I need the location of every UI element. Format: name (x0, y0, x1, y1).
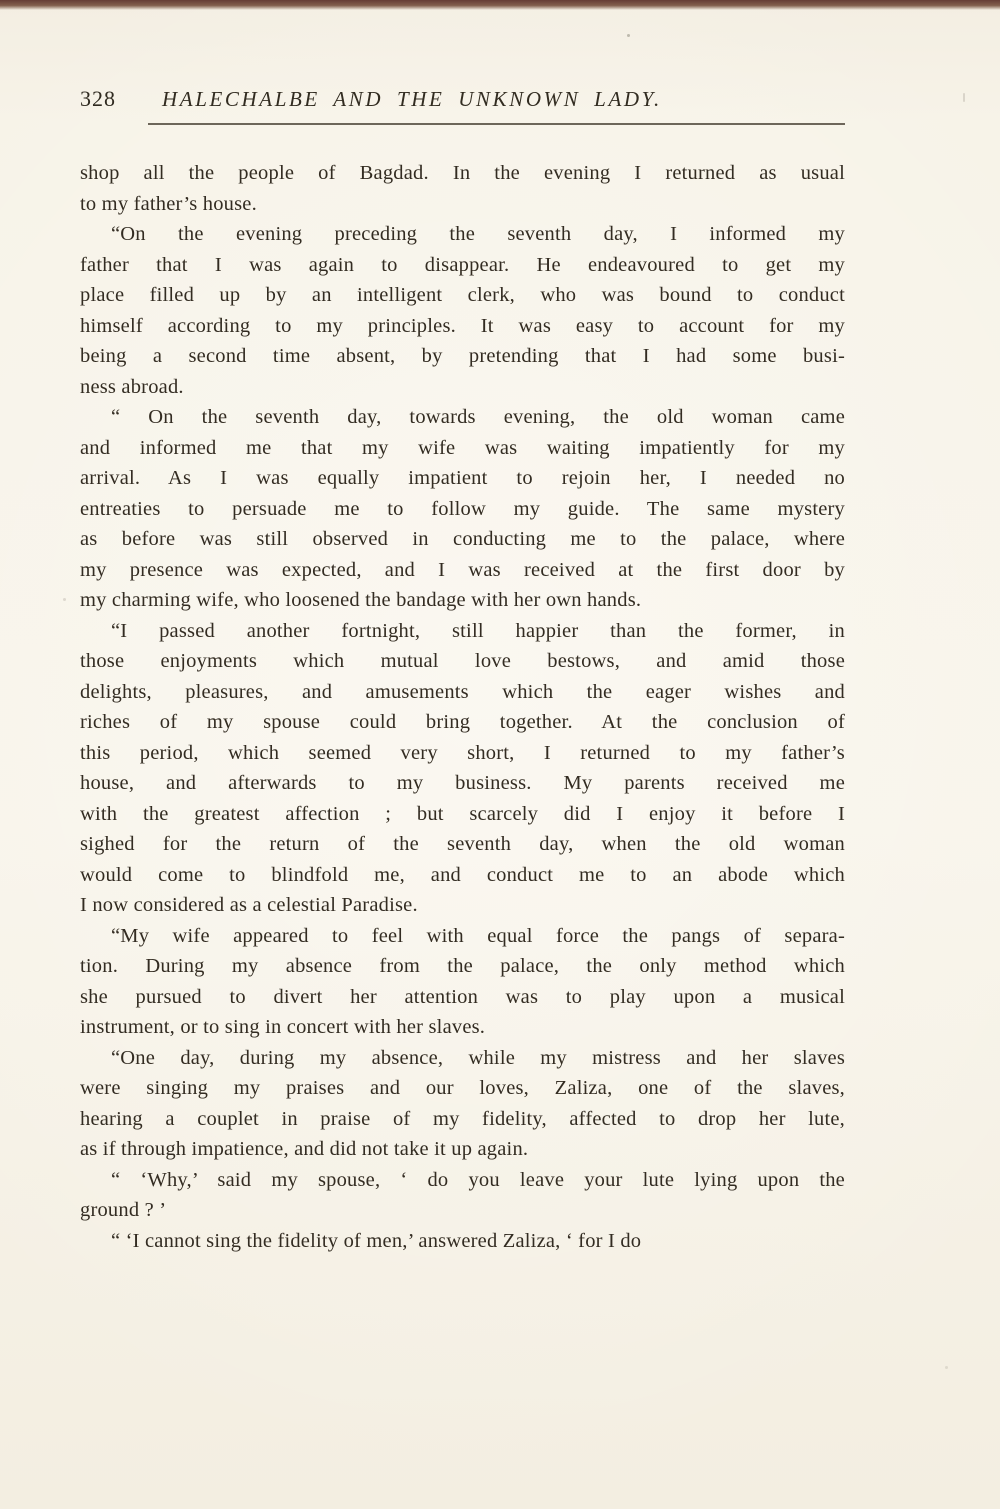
paragraph (80, 1043, 845, 1165)
page-header (80, 86, 845, 125)
text-line: ground ? ’ (80, 1199, 167, 1221)
text-line: place filled up by an intelligent clerk, who was bound to conduct (80, 284, 845, 306)
text-line: to my father’s house. (80, 192, 257, 215)
header-rule (148, 123, 845, 125)
text-line: “One day, during my absence, while my mistress and her slaves (111, 1046, 845, 1069)
paragraph (80, 158, 845, 219)
text-line: entreaties to persuade me to follow my guide. The same mystery (80, 497, 845, 520)
text-line: delights, pleasures, and amusements which the eager wishes and (80, 680, 845, 703)
text-line: my presence was expected, and I was received at the first door by (80, 558, 845, 581)
paragraph (80, 402, 845, 616)
text-line: “ On the seventh day, towards evening, the old woman came (111, 406, 845, 428)
text-line: she pursued to divert her attention was to play upon a musical (80, 985, 845, 1008)
text-line: and informed me that my wife was waiting impatiently for my (80, 436, 845, 459)
text-line: tion. During my absence from the palace, the only method which (80, 955, 845, 977)
text-line: shop all the people of Bagdad. In the evening I returned as usual (80, 162, 845, 184)
text-line: “My wife appeared to feel with equal force the pangs of separa- (111, 924, 845, 947)
text-line: hearing a couplet in praise of my fidelity, affected to drop her lute, (80, 1107, 845, 1130)
text-line: as before was still observed in conducting me to the palace, where (80, 528, 845, 550)
text-line: as if through impatience, and did not take it up again. (80, 1138, 529, 1160)
paragraph (80, 1165, 845, 1226)
text-line: those enjoyments which mutual love bestows, and amid those (80, 650, 845, 672)
text-line: father that I was again to disappear. He endeavoured to get my (80, 253, 845, 276)
text-line: were singing my praises and our loves, Zaliza, one of the slaves, (80, 1077, 845, 1099)
text-line: my charming wife, who loosened the bandage with her own hands. (80, 589, 642, 611)
paragraph (80, 616, 845, 921)
page-body (80, 158, 845, 1256)
text-line: sighed for the return of the seventh day, when the old woman (80, 833, 845, 855)
paragraph (80, 219, 845, 402)
running-title: HALECHALBE AND THE UNKNOWN LADY. (162, 87, 662, 111)
page-number: 328 (80, 86, 116, 111)
paragraph (80, 1226, 845, 1257)
scan-speck (945, 1366, 948, 1369)
text-line: I now considered as a celestial Paradise. (80, 894, 418, 916)
text-line: ness abroad. (80, 375, 184, 398)
text-line: himself according to my principles. It was easy to account for my (80, 314, 845, 337)
text-line: “ ‘I cannot sing the fidelity of men,’ answered Zaliza, ‘ for I do (111, 1229, 642, 1252)
text-line: being a second time absent, by pretending that I had some busi- (80, 345, 845, 367)
text-line: “I passed another fortnight, still happier than the former, in (111, 619, 845, 642)
text-line: with the greatest affection ; but scarcely did I enjoy it before I (80, 802, 845, 825)
text-line: riches of my spouse could bring together. At the conclusion of (80, 711, 845, 733)
text-line: arrival. As I was equally impatient to rejoin her, I needed no (80, 467, 845, 489)
text-line: house, and afterwards to my business. My parents received me (80, 772, 845, 794)
text-line: “On the evening preceding the seventh day, I informed my (111, 223, 845, 245)
text-line: “ ‘Why,’ said my spouse, ‘ do you leave your lute lying upon the (111, 1168, 845, 1191)
text-line: this period, which seemed very short, I returned to my father’s (80, 741, 845, 764)
text-line: would come to blindfold me, and conduct me to an abode which (80, 863, 845, 886)
text-line: instrument, or to sing in concert with her slaves. (80, 1016, 486, 1038)
paragraph (80, 921, 845, 1043)
